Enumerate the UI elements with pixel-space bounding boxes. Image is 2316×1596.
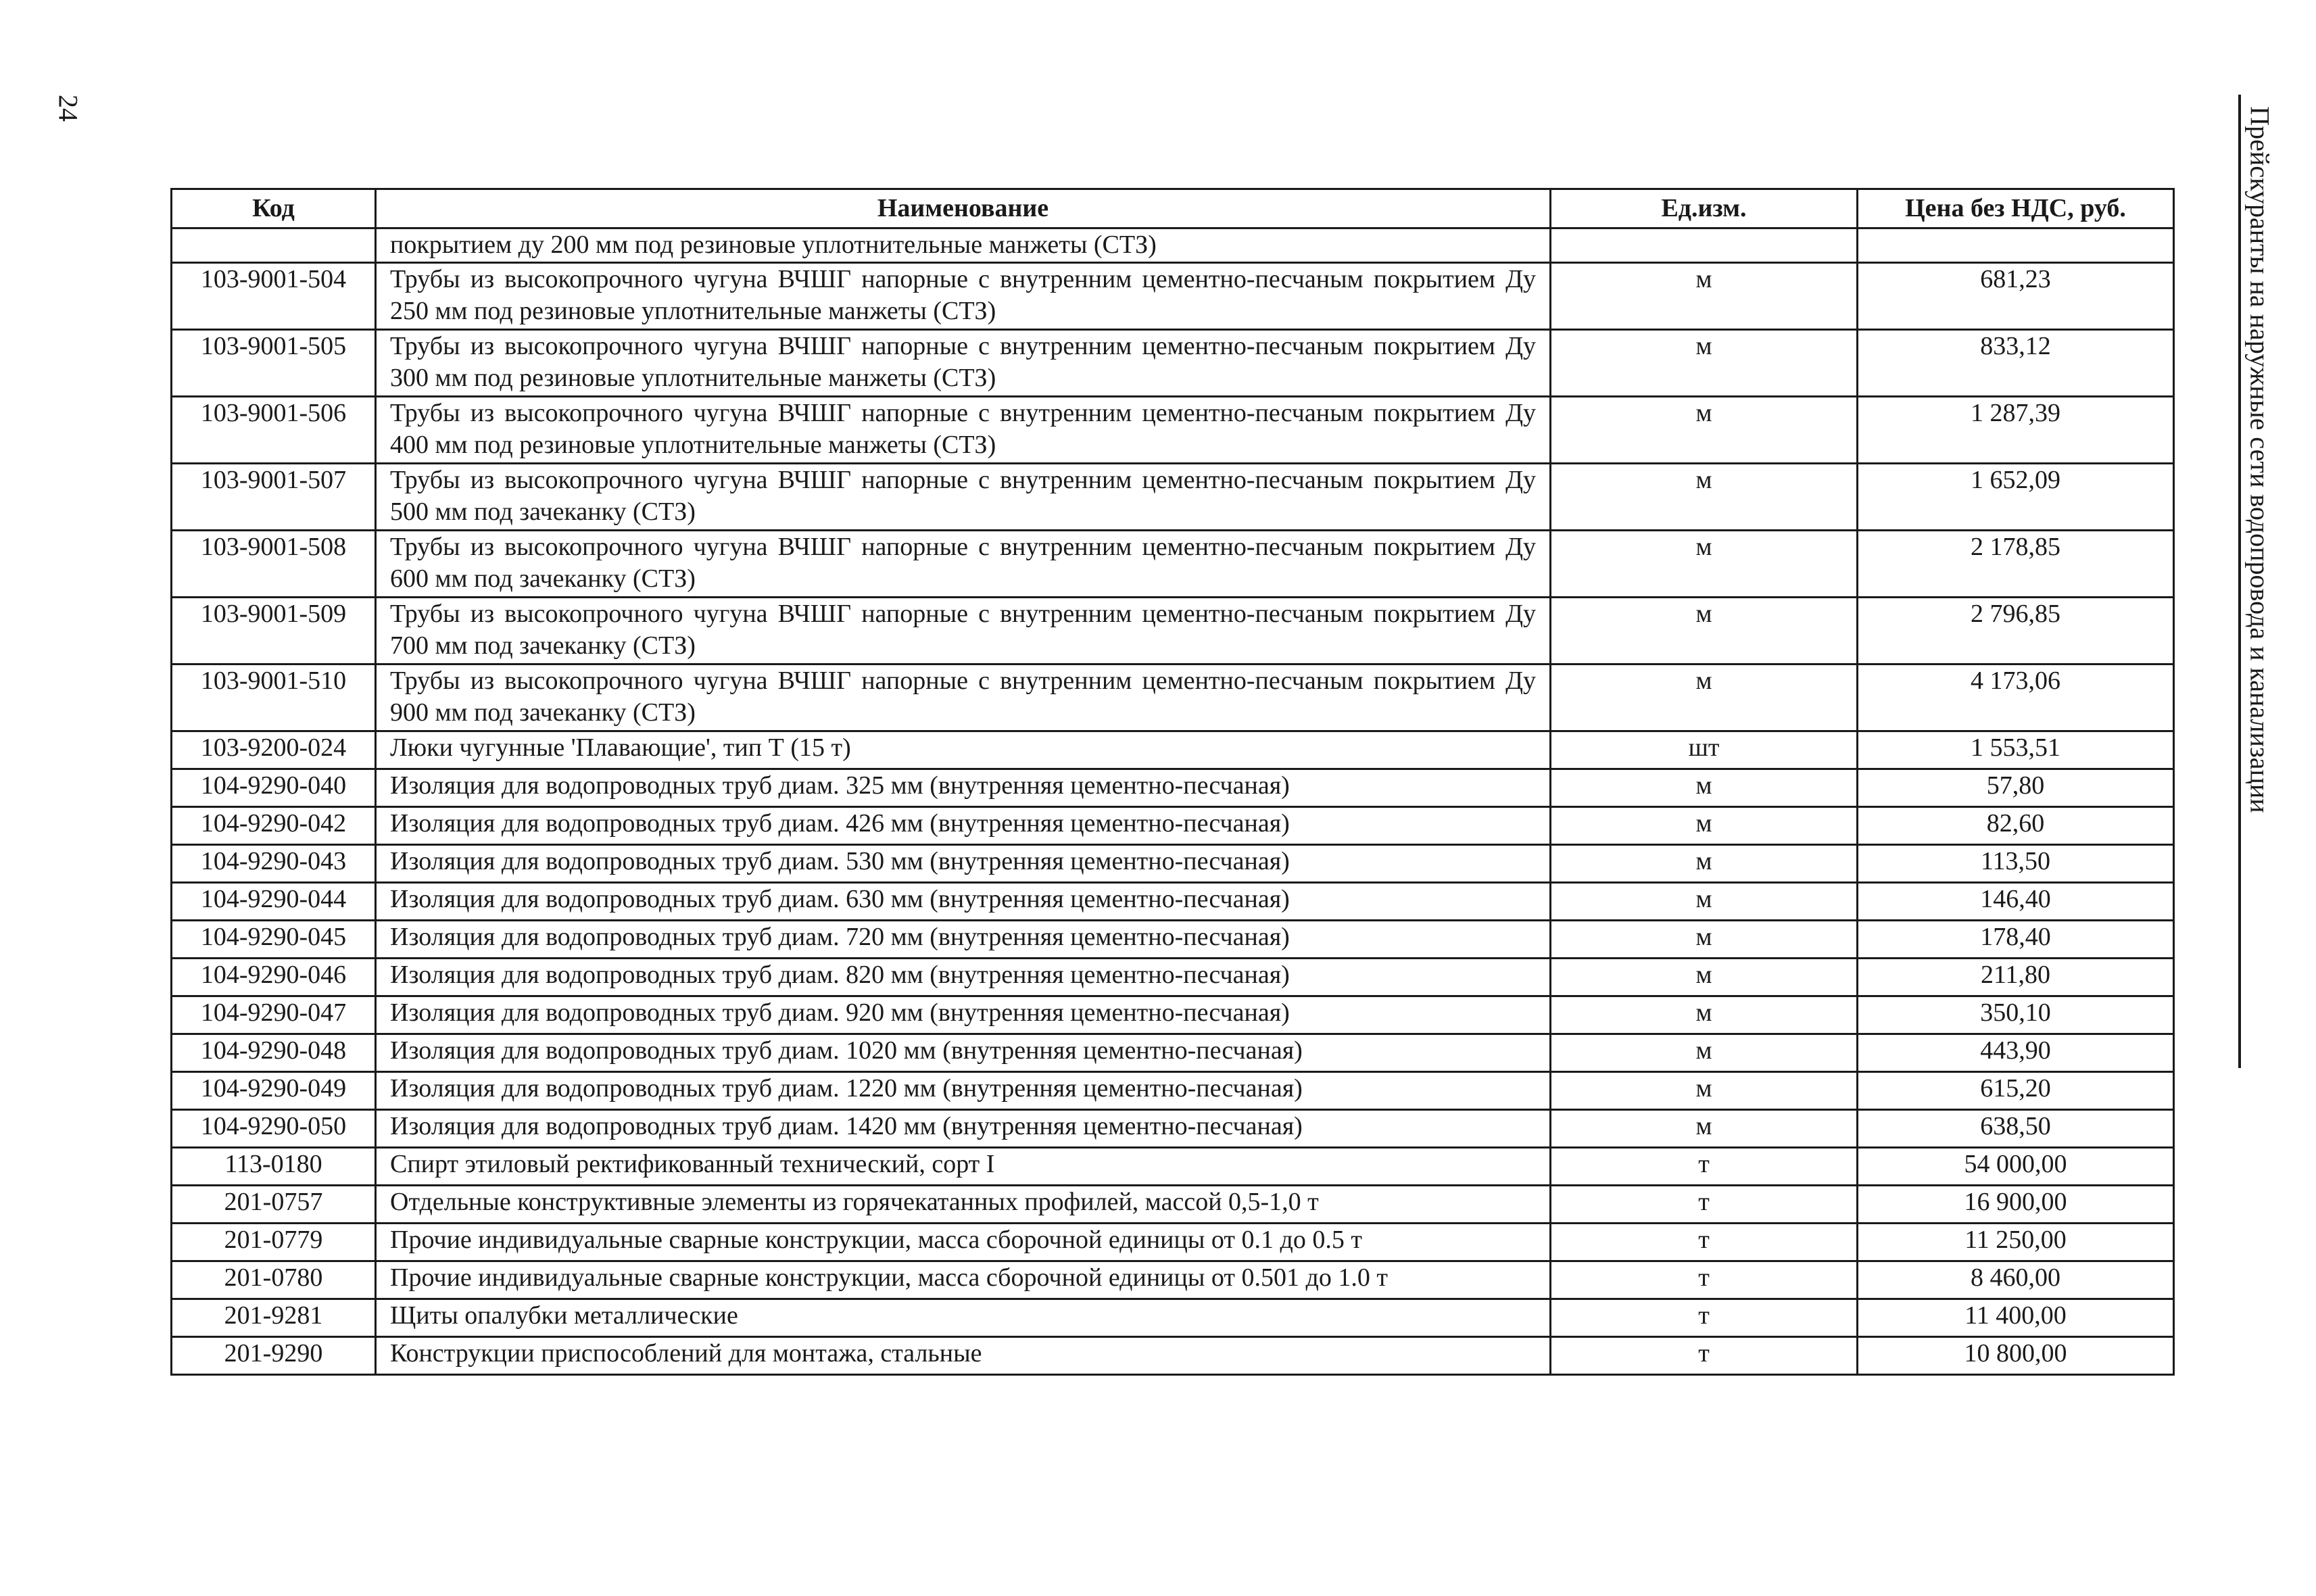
- cell-name: Трубы из высокопрочного чугуна ВЧШГ напорные с внутренним цементно-песчаным покрытием Ду 250 мм под резиновые уплотнительные манжеты (СТЗ): [376, 263, 1551, 330]
- cell-unit: т: [1551, 1299, 1858, 1337]
- cell-name: Трубы из высокопрочного чугуна ВЧШГ напорные с внутренним цементно-песчаным покрытием Ду 600 мм под зачеканку (СТЗ): [376, 531, 1551, 598]
- cell-code: 104-9290-049: [172, 1072, 376, 1110]
- cell-unit: м: [1551, 397, 1858, 464]
- cell-code: 104-9290-045: [172, 921, 376, 959]
- cell-name: Изоляция для водопроводных труб диам. 1020 мм (внутренняя цементно-песчаная): [376, 1034, 1551, 1072]
- cell-price: 350,10: [1858, 996, 2174, 1034]
- table-row: [172, 959, 2174, 996]
- cell-unit: т: [1551, 1148, 1858, 1186]
- cell-name: Конструкции приспособлений для монтажа, стальные: [376, 1337, 1551, 1375]
- cell-name: Трубы из высокопрочного чугуна ВЧШГ напорные с внутренним цементно-песчаным покрытием Ду 400 мм под резиновые уплотнительные манжеты (СТЗ): [376, 397, 1551, 464]
- cell-name: Щиты опалубки металлические: [376, 1299, 1551, 1337]
- table-row: [172, 769, 2174, 807]
- cell-unit: т: [1551, 1337, 1858, 1375]
- cell-price: 443,90: [1858, 1034, 2174, 1072]
- header-code: Код: [172, 189, 376, 228]
- cell-price: 8 460,00: [1858, 1261, 2174, 1299]
- table-row: [172, 1186, 2174, 1224]
- cell-unit: м: [1551, 959, 1858, 996]
- table-row: [172, 1148, 2174, 1186]
- cell-name: Люки чугунные 'Плавающие', тип Т (15 т): [376, 731, 1551, 769]
- table-row: [172, 921, 2174, 959]
- cell-name: Прочие индивидуальные сварные конструкции, масса сборочной единицы от 0.501 до 1.0 т: [376, 1261, 1551, 1299]
- cell-code: 201-0780: [172, 1261, 376, 1299]
- cell-code: 104-9290-050: [172, 1110, 376, 1148]
- cell-name: Изоляция для водопроводных труб диам. 1420 мм (внутренняя цементно-песчаная): [376, 1110, 1551, 1148]
- header-unit: Ед.изм.: [1551, 189, 1858, 228]
- table-row: [172, 996, 2174, 1034]
- cell-unit: [1551, 228, 1858, 263]
- cell-code: 104-9290-043: [172, 845, 376, 883]
- cell-unit: т: [1551, 1261, 1858, 1299]
- cell-price: 638,50: [1858, 1110, 2174, 1148]
- cell-name: Изоляция для водопроводных труб диам. 426 мм (внутренняя цементно-песчаная): [376, 807, 1551, 845]
- cell-code: 103-9001-509: [172, 598, 376, 664]
- cell-code: 104-9290-042: [172, 807, 376, 845]
- cell-code: 104-9290-048: [172, 1034, 376, 1072]
- cell-price: 113,50: [1858, 845, 2174, 883]
- table-row: [172, 228, 2174, 263]
- table-row: [172, 731, 2174, 769]
- table-row: [172, 598, 2174, 664]
- cell-name: покрытием ду 200 мм под резиновые уплотнительные манжеты (СТЗ): [376, 228, 1551, 263]
- cell-price: [1858, 228, 2174, 263]
- cell-unit: м: [1551, 921, 1858, 959]
- table-row: [172, 1224, 2174, 1261]
- table-row: [172, 1072, 2174, 1110]
- cell-code: 113-0180: [172, 1148, 376, 1186]
- cell-code: 201-9281: [172, 1299, 376, 1337]
- cell-code: 104-9290-047: [172, 996, 376, 1034]
- cell-price: 54 000,00: [1858, 1148, 2174, 1186]
- cell-unit: шт: [1551, 731, 1858, 769]
- cell-unit: м: [1551, 330, 1858, 397]
- cell-code: [172, 228, 376, 263]
- cell-price: 833,12: [1858, 330, 2174, 397]
- table-row: [172, 1034, 2174, 1072]
- cell-price: 16 900,00: [1858, 1186, 2174, 1224]
- cell-price: 1 287,39: [1858, 397, 2174, 464]
- cell-name: Трубы из высокопрочного чугуна ВЧШГ напорные с внутренним цементно-песчаным покрытием Ду 300 мм под резиновые уплотнительные манжеты (СТЗ): [376, 330, 1551, 397]
- cell-code: 103-9001-510: [172, 664, 376, 731]
- cell-price: 1 652,09: [1858, 464, 2174, 531]
- price-table: [170, 188, 2175, 1376]
- table-row: [172, 1337, 2174, 1375]
- table-row: [172, 330, 2174, 397]
- cell-price: 2 796,85: [1858, 598, 2174, 664]
- table-row: [172, 807, 2174, 845]
- cell-code: 201-0757: [172, 1186, 376, 1224]
- cell-price: 11 400,00: [1858, 1299, 2174, 1337]
- cell-unit: м: [1551, 464, 1858, 531]
- cell-unit: м: [1551, 883, 1858, 921]
- cell-price: 178,40: [1858, 921, 2174, 959]
- cell-unit: м: [1551, 845, 1858, 883]
- table-row: [172, 464, 2174, 531]
- cell-name: Отдельные конструктивные элементы из горячекатанных профилей, массой 0,5-1,0 т: [376, 1186, 1551, 1224]
- cell-name: Спирт этиловый ректификованный технический, сорт I: [376, 1148, 1551, 1186]
- cell-code: 103-9001-505: [172, 330, 376, 397]
- table-row: [172, 664, 2174, 731]
- cell-unit: м: [1551, 769, 1858, 807]
- cell-code: 103-9001-504: [172, 263, 376, 330]
- cell-unit: м: [1551, 1072, 1858, 1110]
- cell-name: Трубы из высокопрочного чугуна ВЧШГ напорные с внутренним цементно-песчаным покрытием Ду 500 мм под зачеканку (СТЗ): [376, 464, 1551, 531]
- cell-name: Изоляция для водопроводных труб диам. 920 мм (внутренняя цементно-песчаная): [376, 996, 1551, 1034]
- cell-name: Изоляция для водопроводных труб диам. 325 мм (внутренняя цементно-песчаная): [376, 769, 1551, 807]
- cell-price: 82,60: [1858, 807, 2174, 845]
- cell-name: Изоляция для водопроводных труб диам. 820 мм (внутренняя цементно-песчаная): [376, 959, 1551, 996]
- cell-name: Изоляция для водопроводных труб диам. 630 мм (внутренняя цементно-песчаная): [376, 883, 1551, 921]
- cell-price: 10 800,00: [1858, 1337, 2174, 1375]
- cell-unit: м: [1551, 598, 1858, 664]
- running-header-text: Прейскуранты на наружные сети водопровода и канализации: [2244, 106, 2275, 813]
- cell-code: 103-9001-507: [172, 464, 376, 531]
- cell-unit: м: [1551, 263, 1858, 330]
- cell-price: 57,80: [1858, 769, 2174, 807]
- cell-name: Изоляция для водопроводных труб диам. 530 мм (внутренняя цементно-песчаная): [376, 845, 1551, 883]
- cell-unit: м: [1551, 996, 1858, 1034]
- cell-name: Прочие индивидуальные сварные конструкции, масса сборочной единицы от 0.1 до 0.5 т: [376, 1224, 1551, 1261]
- cell-price: 1 553,51: [1858, 731, 2174, 769]
- table-row: [172, 531, 2174, 598]
- cell-code: 103-9001-506: [172, 397, 376, 464]
- table-row: [172, 845, 2174, 883]
- cell-name: Трубы из высокопрочного чугуна ВЧШГ напорные с внутренним цементно-песчаным покрытием Ду 700 мм под зачеканку (СТЗ): [376, 598, 1551, 664]
- cell-unit: м: [1551, 1034, 1858, 1072]
- cell-code: 103-9200-024: [172, 731, 376, 769]
- page-number-text: 24: [53, 95, 84, 122]
- cell-unit: т: [1551, 1224, 1858, 1261]
- cell-price: 2 178,85: [1858, 531, 2174, 598]
- table-row: [172, 263, 2174, 330]
- header-price: Цена без НДС, руб.: [1858, 189, 2174, 228]
- cell-price: 11 250,00: [1858, 1224, 2174, 1261]
- cell-price: 146,40: [1858, 883, 2174, 921]
- cell-unit: т: [1551, 1186, 1858, 1224]
- cell-unit: м: [1551, 664, 1858, 731]
- table-row: [172, 397, 2174, 464]
- cell-price: 211,80: [1858, 959, 2174, 996]
- cell-price: 681,23: [1858, 263, 2174, 330]
- cell-code: 201-0779: [172, 1224, 376, 1261]
- table-row: [172, 1261, 2174, 1299]
- cell-code: 201-9290: [172, 1337, 376, 1375]
- running-header-rule: [2238, 95, 2241, 1068]
- cell-name: Трубы из высокопрочного чугуна ВЧШГ напорные с внутренним цементно-песчаным покрытием Ду 900 мм под зачеканку (СТЗ): [376, 664, 1551, 731]
- table-row: [172, 883, 2174, 921]
- table-header-row: [172, 189, 2174, 228]
- cell-unit: м: [1551, 531, 1858, 598]
- cell-name: Изоляция для водопроводных труб диам. 1220 мм (внутренняя цементно-песчаная): [376, 1072, 1551, 1110]
- cell-price: 615,20: [1858, 1072, 2174, 1110]
- cell-name: Изоляция для водопроводных труб диам. 720 мм (внутренняя цементно-песчаная): [376, 921, 1551, 959]
- table-row: [172, 1299, 2174, 1337]
- table-row: [172, 1110, 2174, 1148]
- cell-code: 104-9290-040: [172, 769, 376, 807]
- cell-price: 4 173,06: [1858, 664, 2174, 731]
- cell-unit: м: [1551, 807, 1858, 845]
- cell-code: 104-9290-046: [172, 959, 376, 996]
- cell-code: 104-9290-044: [172, 883, 376, 921]
- cell-code: 103-9001-508: [172, 531, 376, 598]
- cell-unit: м: [1551, 1110, 1858, 1148]
- header-name: Наименование: [376, 189, 1551, 228]
